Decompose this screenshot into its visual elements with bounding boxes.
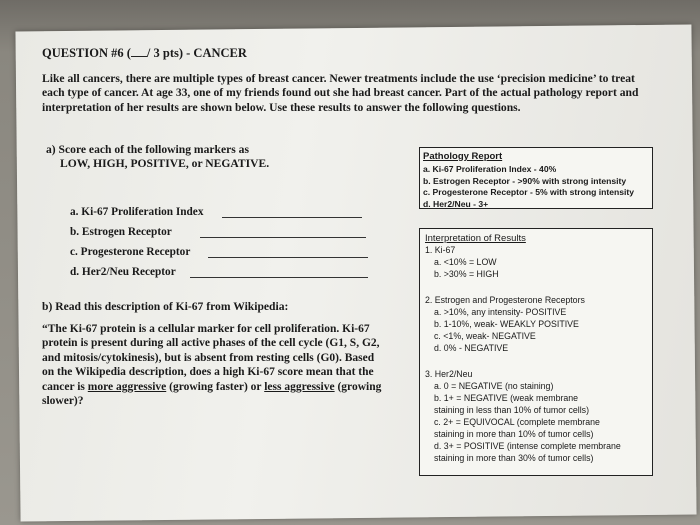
interp-receptors-line-c: c. <1%, weak- NEGATIVE xyxy=(434,331,536,341)
marker-progesterone-label: c. Progesterone Receptor xyxy=(70,246,191,258)
part-b-text-before: “The Ki-67 protein is a cellular marker for cell proliferation. Ki-67 protein is present during all active phases of the cell cycle (G1, S, G2, and mitosis/cytokinesis), but is absent from resting cells (G0). Based on the Wikipedia description, does a high Ki-67 score mean that the cancer is xyxy=(42,323,380,393)
interp-ki67-line-b: b. >30% = HIGH xyxy=(434,269,499,279)
question-title xyxy=(42,46,247,61)
pathology-report-box xyxy=(419,147,653,209)
marker-progesterone-answer-line[interactable] xyxy=(208,257,368,258)
part-a-instruction-line-1: a) Score each of the following markers as xyxy=(46,143,249,156)
interp-her2-line-1: a. 0 = NEGATIVE (no staining) xyxy=(434,381,554,391)
interpretation-title: Interpretation of Results xyxy=(425,233,526,244)
title-prefix: QUESTION #6 ( xyxy=(42,46,131,60)
marker-her2-answer-line[interactable] xyxy=(190,277,368,278)
marker-estrogen-label: b. Estrogen Receptor xyxy=(70,226,172,238)
interp-her2-line-5: staining in more than 10% of tumor cells) xyxy=(434,429,594,439)
score-blank xyxy=(131,46,147,57)
report-item-progesterone: c. Progesterone Receptor - 5% with strong intensity xyxy=(423,187,635,197)
marker-ki67-answer-line[interactable] xyxy=(222,217,362,218)
part-b-text-mid: (growing faster) or xyxy=(166,380,265,393)
interp-her2-line-3: staining in less than 10% of tumor cells) xyxy=(434,405,589,415)
marker-estrogen-answer-line[interactable] xyxy=(200,237,366,238)
marker-ki67-label: a. Ki-67 Proliferation Index xyxy=(70,206,204,218)
interp-her2-line-6: d. 3+ = POSITIVE (intense complete membrane xyxy=(434,441,621,451)
part-b-heading: b) Read this description of Ki-67 from Wikipedia: xyxy=(42,300,289,313)
report-item-ki67: a. Ki-67 Proliferation Index - 40% xyxy=(423,164,557,174)
marker-her2-label: d. Her2/Neu Receptor xyxy=(70,266,176,278)
report-item-her2: d. Her2/Neu - 3+ xyxy=(423,198,489,209)
interp-her2-line-7: staining in more than 30% of tumor cells) xyxy=(434,453,594,463)
interp-her2-line-4: c. 2+ = EQUIVOCAL (complete membrane xyxy=(434,417,600,427)
interp-ki67-line-a: a. <10% = LOW xyxy=(434,257,497,267)
report-item-estrogen: b. Estrogen Receptor - >90% with strong intensity xyxy=(423,175,627,186)
less-aggressive-term: less aggressive xyxy=(264,380,335,393)
part-a-instruction-line-2: LOW, HIGH, POSITIVE, or NEGATIVE. xyxy=(60,157,270,170)
interpretation-box xyxy=(419,228,653,476)
more-aggressive-term: more aggressive xyxy=(87,380,167,393)
interp-receptors-line-b: b. 1-10%, weak- WEAKLY POSITIVE xyxy=(434,319,579,329)
interp-receptors-line-d: d. 0% - NEGATIVE xyxy=(434,343,509,353)
interp-receptors-line-a: a. >10%, any intensity- POSITIVE xyxy=(434,307,567,317)
title-suffix: / 3 pts) - CANCER xyxy=(146,46,247,60)
question-intro: Like all cancers, there are multiple types of breast cancer. Newer treatments include the use ‘precision medicine’ to treat each type of cancer. At age 33, one of my friends found out she had breast cancer. Part of the actual pathology report and interpretation of her results are shown below. Use these results to answer the following questions. xyxy=(42,72,639,114)
part-b-text xyxy=(42,322,382,408)
part-b-text-after: (growing slower)? xyxy=(42,380,382,408)
interp-her2-line-2: b. 1+ = NEGATIVE (weak membrane xyxy=(434,393,579,403)
part-a-instruction xyxy=(46,143,269,171)
interp-ki67-heading: 1. Ki-67 xyxy=(425,245,456,255)
interp-her2-heading: 3. Her2/Neu xyxy=(425,369,473,379)
interp-receptors-heading: 2. Estrogen and Progesterone Receptors xyxy=(425,295,585,305)
pathology-report-title: Pathology Report xyxy=(423,151,503,162)
